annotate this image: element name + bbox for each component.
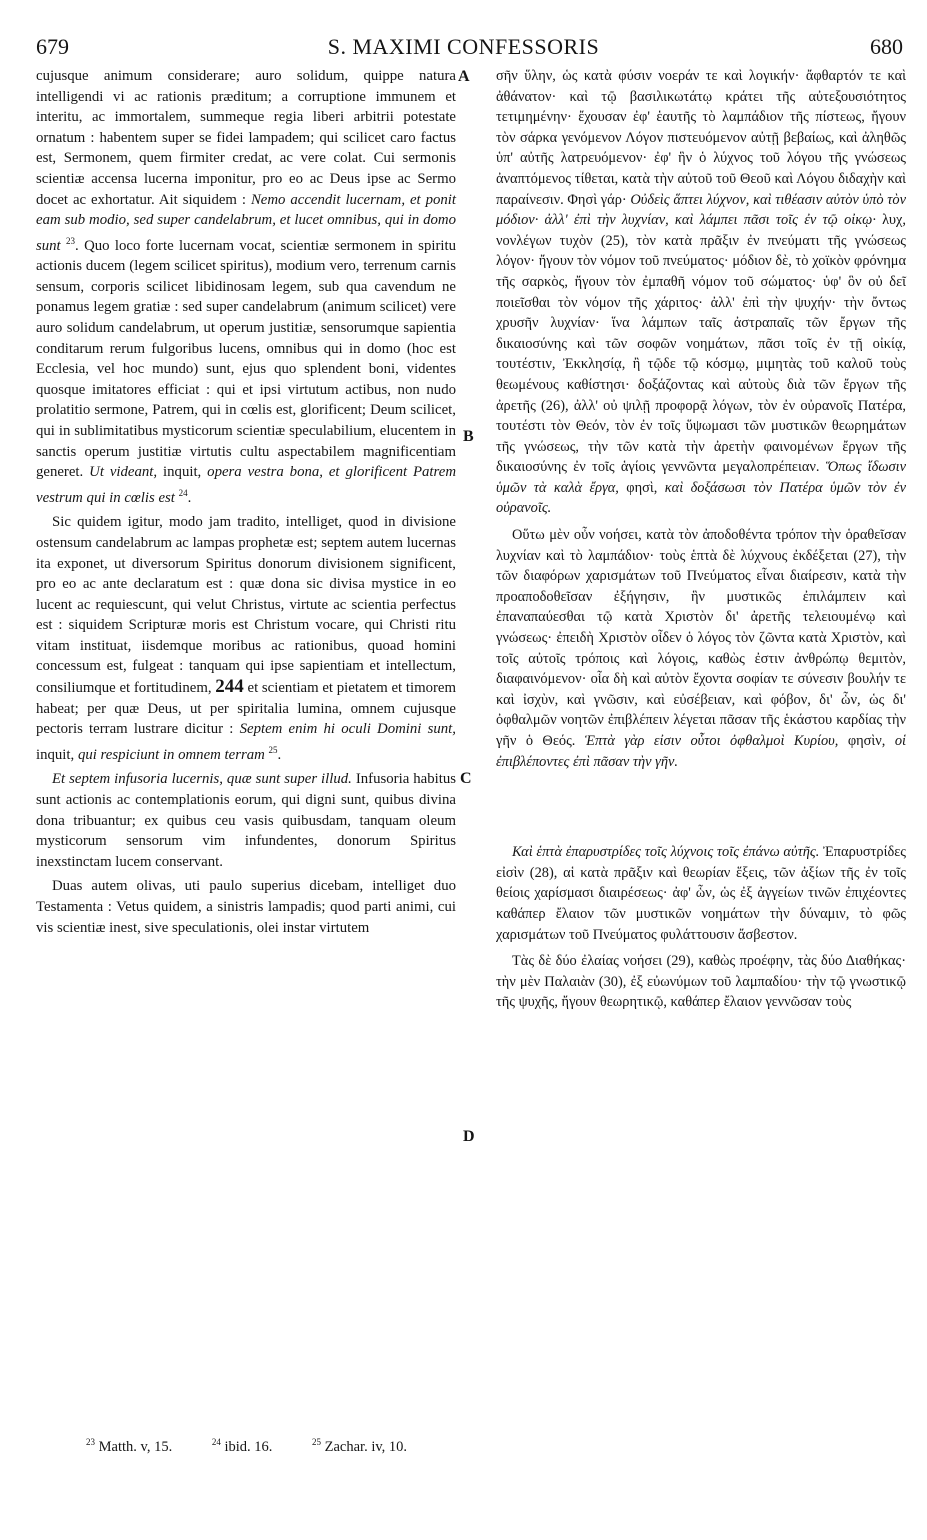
- latin-lemma: Et septem infusoria lucernis, quæ sunt super illud.: [52, 771, 352, 788]
- greek-quote: καὶ δοξάσωσι τὸν Πατέρα ὑμῶν τὸν ἐν οὐρανοῖς.: [496, 479, 906, 517]
- greek-quote: Ὅπως ἴδωσιν ὑμῶν τὰ καλὰ ἔργα,: [496, 459, 906, 496]
- latin-quote: qui respiciunt in omnem terram: [77, 746, 265, 763]
- margin-letter-a: A: [458, 68, 470, 85]
- latin-column: [36, 66, 456, 938]
- latin-paragraph-1: cujusque animum considerare; auro solidum, quippe natura intelligendi vi ac rationis præditum; a corruptione immunem et interitu, ac immortalem, summeque regia liberi arbitrii potestate ornatum : habentem super se fidei lampadem; qui scilicet caro factus est, Sermonem, quem firmiter credat, ac vere colat. Cui sermonis scientiæ accensa lucerna imponitur, pro eo ac Deus ipse ac Sermo docet ac exhortatur. Ait siquidem : Nemo accendit lucernam, et ponit eam sub modio, sed super candelabrum, et lucet omnibus, qui in domo sunt $^{23}$. Quo loco forte lucernam vocat, scientiæ sermonem in spiritu actionis ducem (legem scilicet spiritus), modium vero, terrenum carnis sensum, corporis scilicet libidinosam legem, sub qua cavendum ne ponamus legem gratiæ : sed super candelabrum (animum scilicet) vere auro solidum candelabrum, ut operum justitiæ, sensorumque sapientia conditarum rerum fulgoribus lucens, omnibus qui in domo (hoc est Ecclesia, vel hoc mundo) sunt, ejus quo splendent boni, videntes quosque imitatores efficiat : qui et ipsi virtutum actibus, non nudo prolatitio sermone, Patrem, qui in cœlis est, glorificent; Deum scilicet, qui in sublimitatibus mysticorum scientiæ speculabilium, elucentem in sanctis operum justitiæ virtutis cultu aspectabilem magnificentiam generet. Ut videant, inquit, opera vestra bona, et glorificent Patrem vestrum qui in cœlis est $^{24}$.: [36, 68, 457, 506]
- footnote-1: $^{23}$ Matth. v, 15.: [86, 1437, 173, 1455]
- latin-paragraph-2: Sic quidem igitur, modo jam tradito, intelliget, quod in divisione ostensum candelabrum ac lampas prophetæ est; septem autem lucernas ita exponet, ut diversorum Spiritus donorum divisionem significent, pro eo ac ante declaratum est : quæ dona sic divisa mystice in eo lucent ac requiescunt, qui velut Christus, virtute ac scientia perfectus est : siquidem Scripturæ moris est Christum vocare, qui Christi ritu vitam instituat, iisdemque moribus ac rationibus, quoad homini concessum est, fulgeat : tanquam qui ipse sapientiam et intellectum, consiliumque et fortitudinem, 244 et scientiam et pietatem et timorem habeat; per quæ Deus, ut per spiritalia lumina, omnem cujusque pectoris terram lustrare dicitur : Septem enim hi oculi Domini sunt, inquit, qui respiciunt in omnem terram $^{25}$.: [36, 514, 456, 763]
- footnote-3: $^{25}$ Zachar. iv, 10.: [312, 1437, 408, 1455]
- greek-paragraph-4: Τὰς δὲ δύο ἐλαίας νοήσει (29), καθὼς προέφην, τὰς δύο Διαθήκας· τὴν μὲν Παλαιὰν (30), ἐξ εὐωνύμων τοῦ λαμπαδίου· τὴν τῷ γνωστικῷ τῆς ψυχῆς, ἤγουν θεωρητικῷ, καθάπερ ἔλαιον γεννῶσαν τοὺς: [496, 953, 906, 1011]
- latin-quote: Septem enim hi oculi Domini sunt,: [239, 721, 456, 738]
- greek-paragraph-1: σῆν ὕλην, ὡς κατὰ φύσιν νοεράν τε καὶ λογικήν· ἄφθαρτόν τε καὶ ἀθάνατον· καὶ τῷ βασιλικωτάτῳ κράτει τῆς αὐτεξουσιότητος τετιμημένην· ἔχουσαν ἐφ' ἑαυτῆς τὸ λαμπάδιον τῆς πίστεως, ἤγουν τὸν σάρκα γενόμενον Λόγον πιστευόμενον αὐτῇ βεβαίως, καὶ ἀληθῶς ὑπ' αὐτῆς λατρευόμενον· ἐφ' ἣν ὁ λύχνος τοῦ λόγου τῆς γνώσεως ἀναπτόμενος τίθεται, κατὰ τὴν αὐτοῦ τοῦ Θεοῦ καὶ Λόγου διδαχὴν καὶ παραίνεσιν. Φησὶ γάρ· Οὐδεὶς ἅπτει λύχνον, καὶ τιθέασιν αὐτὸν ὑπὸ τὸν μόδιον· ἀλλ' ἐπὶ τὴν λυχνίαν, καὶ λάμπει πᾶσι τοῖς ἐν τῷ οἰκῳ· λυχ, νονλέγων τυχὸν (25), τὸν κατὰ πρᾶξιν ἐν πνεύματι τῆς γνώσεως λόγον· ἤγουν τὸν νόμον τοῦ πνεύματος· μόδιον δὲ, τὸ χοϊκὸν φρόνημα τῆς σαρκὸς, ἤγουν τὸν ἐμπαθῆ νόμον τοῦ σώματος· ὑφ' ὃν οὐ δεῖ ποιεῖσθαι τὸν νόμον τῆς χάριτος· ἀλλ' ἐπὶ τὴν ψυχήν· τὴν ὄντως χρυσῆν λυχνίαν· ἵνα λάμπων ταῖς ἀστραπαῖς τῶν ἔργων τῆς δικαιοσύνης καὶ τῶν σοφῶν νοημάτων, πᾶσι τοῖς ἐν τῇ οἰκίᾳ, τουτέστιν, Ἐκκλησίᾳ, ἢ τῷδε τῷ κόσμῳ, μιμητὰς τοῦ καλοῦ τοὺς θεωμένους καθίστησι· δοξάζοντας καὶ αὐτοὺς διὰ τῶν ἔργων τῆς ἀρετῆς (26), ἀλλ' οὐ ψιλῇ προφορᾷ λόγων, τὸν ἐν οὐρανοῖς Πατέρα, τουτέστι τὸν Θεόν, τὸν ἐν τοῖς ὕψωμασι τῶν μυστικῶν θεωρημάτων τῆς γνώσεως, τὴν τῶν κατὰ τὴν ἀρετὴν φαινομένων ἔργων τῆς δικαιοσύνης ἐν τοῖς ἁγίοις γεννῶντα μεγαλοπρέπειαν. Ὅπως ἴδωσιν ὑμῶν τὰ καλὰ ἔργα, φησὶ, καὶ δοξάσωσι τὸν Πατέρα ὑμῶν τὸν ἐν οὐρανοῖς.: [496, 68, 906, 517]
- page-header: [0, 34, 927, 62]
- footnote-2: $^{24}$ ibid. 16.: [211, 1437, 273, 1455]
- margin-letter-b: B: [463, 428, 474, 445]
- latin-quote: Nemo accendit lucernam, et ponit eam sub modio, sed super candelabrum, et lucet omnibus, qui in domo sunt: [36, 191, 456, 254]
- greek-lemma: Καὶ ἑπτὰ ἐπαρυστρίδες τοῖς λύχνοις τοῖς ἐπάνω αὐτῆς.: [512, 844, 820, 861]
- margin-letter-d: D: [463, 1128, 475, 1145]
- latin-quote: Ut videant,: [89, 464, 158, 481]
- latin-paragraph-4: Duas autem olivas, uti paulo superius dicebam, intelliget duo Testamenta : Vetus quidem, a sinistris lampadis; quod parti animi, cui vis scientiæ inest, sive speculationis, olei instar virtutem: [36, 878, 456, 936]
- greek-paragraph-2: Οὕτω μὲν οὖν νοήσει, κατὰ τὸν ἀποδοθέντα τρόπον τὴν ὁραθεῖσαν λυχνίαν καὶ τὸ λαμπάδιον· τοὺς ἑπτὰ δὲ λύχνους ἐκδέξεται (27), τὴν τῶν διαφόρων χαρισμάτων τοῦ Πνεύματος εἶναι διαίρεσιν, κατὰ τὴν προαποδοθεῖσαν ἐξήγησιν, ἣν μυστικῶς ἐπιλάμπειν καὶ ἐπαναπαύεσθαι τῷ κατὰ Χριστὸν δι' ἀρετῆς τελειουμένῳ καὶ γνώσεως· ἐπειδὴ Χριστὸν οἶδεν ὁ λόγος τὸν ζῶντα κατὰ Χριστὸν, καὶ τοῖς αὐτοῖς τρόποις καὶ λόγοις, καθὼς ἐστιν ἀνθρώπῳ θεμιτὸν, διαφαινόμενον· οἷα δὴ καὶ αὐτὸν ἔχοντα σοφίαν τε σύνεσιν βουλήν τε καὶ ἰσχὺν, καὶ γνῶσιν, καὶ εὐσέβειαν, καὶ φόβον, δι' ὧν, ὡς δι' ὀφθαλμῶν νοητῶν ἐπιβλέπειν λέγεται πᾶσαν τῆς ἑκάστου καρδίας τὴν γῆν ὁ Θεός. Ἑπτὰ γὰρ εἰσιν οὗτοι ὀφθαλμοὶ Κυρίου, φησὶν, οἱ ἐπιβλέποντες ἐπὶ πᾶσαν τὴν γῆν.: [496, 527, 907, 770]
- running-title: S. MAXIMI CONFESSORIS: [327, 34, 600, 59]
- page-number-right: 680: [870, 34, 903, 59]
- latin-quote: opera vestra bona, et glorificent Patrem vestrum qui in cœlis est: [36, 464, 457, 506]
- footnote-ref: 23: [66, 235, 76, 246]
- column-number: 244: [215, 676, 244, 698]
- page-number-left: 679: [36, 34, 69, 59]
- latin-paragraph-3: Et septem infusoria lucernis, quæ sunt super illud. Infusoria habitus sunt actionis ac contemplationis eorum, qui digni sunt, quibus divina dona tribuantur; ex quibus ceu vasis quibusdam, tanquam oleum mysticorum sensorum vim infundentes, donorum Spiritus inexstinctam lucem conservant.: [36, 771, 456, 870]
- greek-paragraph-3: Καὶ ἑπτὰ ἐπαρυστρίδες τοῖς λύχνοις τοῖς ἐπάνω αὐτῆς. Ἐπαρυστρίδες εἰσὶν (28), αἱ κατὰ πρᾶξιν καὶ θεωρίαν ἕξεις, τῶν ἀξίων τῆς ἐν τοῖς θείοις χαρίσμασι διαιρέσεως· ἀφ' ὧν, ὡς ἐξ ἀγγείων τινῶν ἐπιχέοντες καθάπερ ἔλαιον τῶν μυστικῶν νοημάτων τὴν δύναμιν, τὸ φῶς χαρισμάτων τοῦ Πνεύματος φυλάττουσιν ἄσβεστον.: [496, 844, 906, 943]
- footnote-ref: 24: [178, 487, 188, 498]
- greek-column: [496, 66, 906, 1013]
- greek-quote: Οὐδεὶς ἅπτει λύχνον, καὶ τιθέασιν αὐτὸν ὑπὸ τὸν μόδιον· ἀλλ' ἐπὶ τὴν λυχνίαν, καὶ λάμπει πᾶσι τοῖς ἐν τῷ οἰκῳ·: [496, 191, 906, 229]
- greek-quote: Ἑπτὰ γὰρ εἰσιν οὗτοι ὀφθαλμοὶ Κυρίου,: [584, 733, 839, 749]
- greek-quote: οἱ ἐπιβλέποντες ἐπὶ πᾶσαν τὴν γῆν.: [496, 733, 907, 770]
- footnotes: [86, 1437, 443, 1456]
- margin-letter-c: C: [460, 770, 472, 787]
- footnote-ref: 25: [268, 744, 278, 755]
